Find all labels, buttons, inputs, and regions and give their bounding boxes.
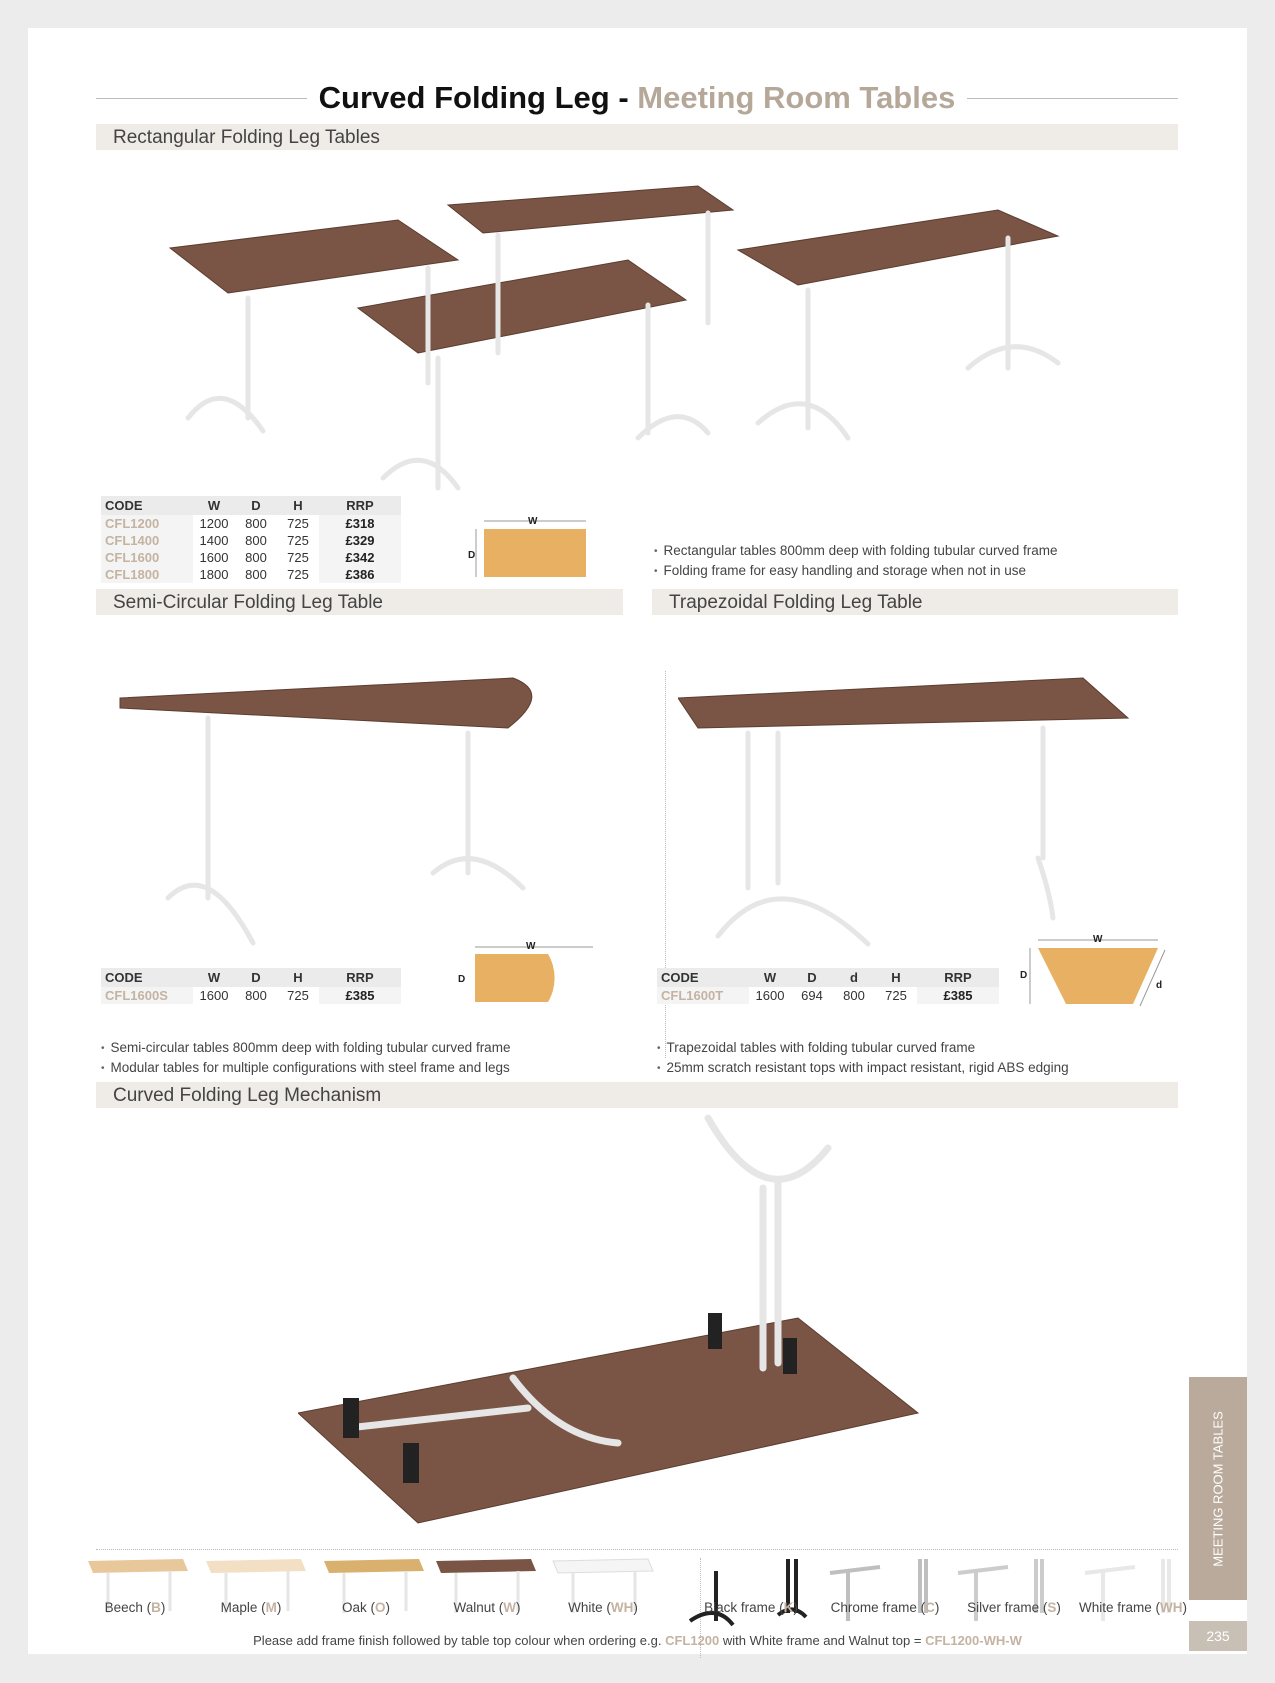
rectangular-tables-image (118, 153, 1188, 503)
page-number: 235 (1189, 1621, 1247, 1651)
catalogue-page (28, 28, 1247, 1654)
col-header: H (277, 968, 319, 987)
cell: 725 (287, 533, 309, 548)
bullet-item: • Folding frame for easy handling and storage when not in use (654, 562, 1057, 582)
rectangular-dimension-diagram (468, 515, 588, 585)
col-header: W (749, 968, 791, 987)
semicircular-bullets (101, 1039, 510, 1079)
section-band-semicircular: Semi-Circular Folding Leg Table (96, 589, 623, 615)
semicircular-table-image (108, 638, 608, 988)
section-side-tab[interactable] (1189, 1377, 1247, 1600)
finish-label-black-frame: Black frame (K) (704, 1600, 798, 1615)
black-frame-swatch (690, 1559, 806, 1625)
finish-label-white-frame: White frame (WH) (1078, 1600, 1188, 1615)
price-cell: £342 (319, 549, 401, 566)
depth-label: D (458, 974, 466, 985)
col-header: d (833, 968, 875, 987)
cell: 1600 (755, 988, 785, 1003)
trapezoidal-spec-table (657, 968, 999, 1004)
finish-label-maple: Maple (M) (220, 1600, 282, 1615)
cell: 800 (245, 516, 267, 531)
cell: 725 (287, 550, 309, 565)
finish-label-walnut: Walnut (W) (453, 1600, 521, 1615)
code-cell: CFL1400 (101, 532, 193, 549)
col-header: RRP (917, 968, 999, 987)
cell: 800 (843, 988, 865, 1003)
code-cell: CFL1600T (657, 987, 749, 1004)
section-band-trapezoidal: Trapezoidal Folding Leg Table (652, 589, 1178, 615)
cell: 1600 (199, 550, 229, 565)
col-header: CODE (101, 968, 193, 987)
cell: 694 (801, 988, 823, 1003)
col-header: RRP (319, 496, 401, 515)
col-header: RRP (319, 968, 401, 987)
bullet-item: • Modular tables for multiple configurations with steel frame and legs (101, 1059, 510, 1079)
semicircular-dimension-diagram (453, 940, 593, 1010)
mechanism-image (298, 1113, 938, 1543)
finish-label-white: White (WH) (568, 1600, 638, 1615)
table-row (101, 566, 401, 583)
col-header: H (875, 968, 917, 987)
table-row (101, 532, 401, 549)
title-rule-left (96, 98, 307, 99)
col-header: D (235, 496, 277, 515)
code-cell: CFL1600S (101, 987, 193, 1004)
section-band-mechanism: Curved Folding Leg Mechanism (96, 1082, 1178, 1108)
price-cell: £385 (319, 987, 401, 1004)
price-cell: £318 (319, 515, 401, 532)
table-row (101, 987, 401, 1004)
depth-label: D (468, 550, 476, 561)
col-header: D (235, 968, 277, 987)
side-tab-label: MEETING ROOM TABLES (1210, 1410, 1226, 1567)
rectangular-spec-table (101, 496, 401, 583)
cell: 800 (245, 550, 267, 565)
trapezoidal-bullets (657, 1039, 1069, 1079)
width-label: W (528, 516, 538, 527)
finish-label-silver-frame: Silver frame (S) (967, 1600, 1061, 1615)
page-title (307, 80, 968, 116)
width-label: W (526, 941, 536, 952)
cell: 800 (245, 988, 267, 1003)
title-accent: Meeting Room Tables (637, 80, 956, 115)
code-cell: CFL1600 (101, 549, 193, 566)
diagonal-label: d (1156, 980, 1163, 991)
col-header: W (193, 968, 235, 987)
cell: 800 (245, 567, 267, 582)
cell: 725 (885, 988, 907, 1003)
page-title-row (96, 68, 1178, 128)
width-label: W (1093, 934, 1103, 945)
finish-swatch-row (88, 1553, 1188, 1628)
col-header: CODE (657, 968, 749, 987)
code-cell: CFL1200 (101, 515, 193, 532)
cell: 725 (287, 516, 309, 531)
cell: 1800 (199, 567, 229, 582)
cell: 1400 (199, 533, 229, 548)
col-header: D (791, 968, 833, 987)
depth-label: D (1020, 970, 1028, 981)
title-main: Curved Folding Leg - (318, 80, 638, 115)
table-row (101, 515, 401, 532)
rectangular-bullets (654, 542, 1057, 582)
bullet-item: • Rectangular tables 800mm deep with folding tubular curved frame (654, 542, 1057, 562)
price-cell: £329 (319, 532, 401, 549)
col-header: W (193, 496, 235, 515)
cell: 725 (287, 567, 309, 582)
finish-label-oak: Oak (O) (341, 1600, 391, 1615)
finish-label-beech: Beech (B) (104, 1600, 166, 1615)
trapezoidal-dimension-diagram (1018, 926, 1198, 1036)
code-cell: CFL1800 (101, 566, 193, 583)
ordering-note: Please add frame finish followed by table top colour when ordering e.g. CFL1200 with White frame and Walnut top = CFL1200-WH-W (253, 1633, 1022, 1648)
price-cell: £385 (917, 987, 999, 1004)
table-row (101, 549, 401, 566)
section-band-rectangular: Rectangular Folding Leg Tables (96, 124, 1178, 150)
cell: 725 (287, 988, 309, 1003)
bullet-item: • Semi-circular tables 800mm deep with folding tubular curved frame (101, 1039, 510, 1059)
col-header: H (277, 496, 319, 515)
table-row (657, 987, 999, 1004)
col-header: CODE (101, 496, 193, 515)
semicircular-spec-table (101, 968, 401, 1004)
title-rule-right (967, 98, 1178, 99)
cell: 800 (245, 533, 267, 548)
bullet-item: • 25mm scratch resistant tops with impact resistant, rigid ABS edging (657, 1059, 1069, 1079)
finish-label-chrome-frame: Chrome frame (C) (830, 1600, 940, 1615)
cell: 1200 (199, 516, 229, 531)
bullet-item: • Trapezoidal tables with folding tubular curved frame (657, 1039, 1069, 1059)
price-cell: £386 (319, 566, 401, 583)
finish-divider (96, 1549, 1178, 1550)
cell: 1600 (199, 988, 229, 1003)
